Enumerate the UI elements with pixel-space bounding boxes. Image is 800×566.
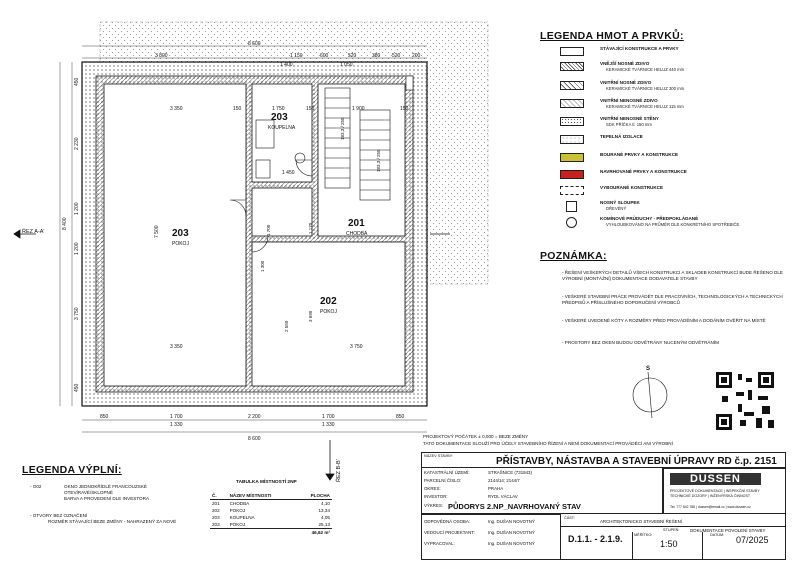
dim-bottom-2: 1 700 [170,414,183,420]
north-arrow-icon [633,372,667,418]
dim-bottom-total: 8 600 [248,436,261,442]
room-202-number: 202 [320,296,337,307]
section-a-label: ŘEZ A-A' [22,229,45,235]
table-row: 202 POKOJ 13,34 [212,508,330,513]
room-203b-name: KOUPELNA [268,125,296,131]
dim-left-2: 2 230 [74,137,80,150]
room-201-number: 201 [348,218,365,229]
dim-inner-5: 1 900 [352,106,365,112]
legend-item: NOSNÝ SLOUPEK DŘEVĚNÝ [560,200,800,214]
swatch-new [560,170,584,179]
firm-logo: DUSSEN PROJEKTOVÉ DOKUMENTACE | INSPEKČNÍ STAVBY TECHNICKÉ DOZORY | INŽENÝRSKÁ ČINNOST Tel: 777 842 788 | dussen@email.cz | www.dussen.cz [663,468,786,514]
swatch-insulation [560,135,584,144]
room-202-name: POKOJ [320,309,337,315]
post-icon [566,201,577,212]
dim-bottom-3: 2 200 [248,414,261,420]
cast: ARCHITEKTONICKO STAVEBNÍ ŘEŠENÍ [600,519,682,524]
legend-item: NAVRHOVANÉ PRVKY A KONSTRUKCE [560,169,800,183]
stavba-label: NÁZEV STAVBY: [424,454,453,458]
parcela: 2144/14; 2144/7 [488,478,520,483]
dim-inner-3: 1 750 [272,106,285,112]
door-dim-3: 1 700 [266,224,271,236]
vyplne-code: - O02 [30,484,42,489]
dim-top-6: 520 [392,53,401,59]
dim-bottom-5: 850 [396,414,405,420]
legend-item: TEPELNÁ IZOLACE [560,134,800,148]
door-dim-9: 3 690 [308,310,313,322]
dim-top-2: 1 150 [290,53,303,59]
dim-top-7: 200 [412,53,421,59]
room-201-name: CHODBA [346,231,368,237]
dim-left-7: 450 [74,383,80,392]
legend-item: BOURANÉ PRVKY A KONSTRUKCE [560,152,800,166]
stair-dim-1: 183,3 / 250 [340,117,345,140]
legend-item: STÁVAJÍCÍ KONSTRUKCE A PRVKY [560,46,800,60]
room-203-name: POKOJ [172,241,189,247]
room-203-koupelna [252,84,315,182]
table-row: 203 POKOJ 25,13 [212,522,330,527]
vedouci-projektant: Ing. DUŠAN NOVOTNÝ [488,530,535,535]
vyplne-line: BARVA A PROVEDENÍ DLE INVESTORA [64,496,150,501]
dim-overall-top: 8 600 [248,41,261,47]
vypracoval: Ing. DUŠAN NOVOTNÝ [488,541,535,546]
dim-inner-1: 3 350 [170,106,183,112]
note-item: - ŘEŠENÍ VEŠKERÝCH DETAILŮ VŠECH KONSTRUKCÍ A SKLADEB KONSTRUKCÍ BUDE ŘEŠENO DLE VÝROBNÍ (MONTÁŽNÍ) DOKUMENTACE DODAVATELE STAVBY [562,270,783,281]
investor: RYDL VÁCLAV [488,494,518,499]
dim-top-row2-1: 1 400 [280,62,293,68]
col-header: Č. [212,493,217,498]
dim-inner-10: 3 750 [350,344,363,350]
door-dim-6: 2 550 [284,320,289,332]
swatch-nonbearing [560,99,584,108]
footnote-datum: PROJEKTOVÝ POČÁTEK ± 0,000 = BEZE ZMĚNY [423,434,529,439]
dim-left-total: 8 400 [62,217,68,230]
door-dim-1: 1 170 [308,222,313,234]
dim-left-1: 450 [74,77,80,86]
note-item: - VEŠKERÉ UVEDENÉ KÓTY A ROZMĚRY PŘED PROVÁDĚNÍM A DODÁNÍM OVĚŘIT NA MÍSTĚ [562,318,766,323]
vyplne-line: OKNO JEDNOKŘÍDLÉ FRANCOUZSKÉ [64,484,147,489]
stavba-name: PŘÍSTAVBY, NÁSTAVBA A STAVEBNÍ ÚPRAVY RD č.p. 2151 [496,456,777,467]
notes-title: POZNÁMKA: [540,250,607,262]
rooms-table [210,492,332,536]
dim-inner-7: 7 500 [154,225,160,238]
katastr: STRAŠNICE (731943) [488,470,532,475]
drawing-number: D.1.1. - 2.1.9. [568,534,623,544]
swatch-existing [560,47,584,56]
legend-item: VNITŘNÍ NENOSNÉ ZDIVO KERAMICKÉ TVÁRNICE HELUZ 115 mm [560,98,800,112]
odpovedna-osoba: Ing. DUŠAN NOVOTNÝ [488,519,535,524]
dim-inner-6: 150 [400,106,409,112]
swatch-inner-wall [560,81,584,90]
qr-code-icon [714,370,776,432]
dim-left-3: 1 200 [74,202,80,215]
room-203b-number: 203 [271,112,288,123]
legend-item: VNĚJŠÍ NOSNÉ ZDIVO KERAMICKÉ TVÁRNICE HELUZ 440 mm [560,61,800,75]
dim-top-5: 380 [372,53,381,59]
table-row: 203 KOUPELNA 4,05 [212,515,330,520]
legend-item: KOMÍNOVÉ PRŮDUCHY - PŘEDPOKLÁDANÉ VYHLOUBKOVÁNO NA PRŮMĚR DLE KONKRÉTNÍHO SPOTŘEBIČE [560,216,800,236]
chimney-flue-icon [566,217,577,228]
note-item: - VEŠKERÉ STAVEBNÍ PRÁCE PROVÁDĚT DLE PRACOVNÍCH, TECHNOLOGICKÝCH A TECHNICKÝCH PŘEDPISŮ A PŘÍSLUŠNÉHO DOPORUČENÍ VÝROBCŮ [562,294,783,305]
vykres: PŮDORYS 2.NP_NAVRHOVANÝ STAV [448,502,581,511]
dim-inner-8: 1 450 [282,170,295,176]
section-b-label: ŘEZ B-B' [336,459,342,482]
table-row: 201 CHODBA 4,10 [212,501,330,506]
stupen: DOKUMENTACE POVOLENÍ STAVBY [690,528,766,533]
room-203-number: 203 [172,228,189,239]
okres: PRAHA [488,486,504,491]
dim-bottom-1: 850 [100,414,109,420]
dim-top-4: 520 [348,53,357,59]
dim-top-row2-2: 1 050 [340,62,353,68]
dim-inner-11: 3 350 [170,344,183,350]
vyplne-code: - OTVORY BEZ OZNAČENÍ [30,513,88,518]
vyplne-title: LEGENDA VÝPLNÍ: [22,464,122,476]
vyplne-line: OTEVÍRAVÉ/SKLOPNÉ [64,490,113,495]
col-header: NÁZEV MÍSTNOSTI [229,493,272,498]
section-cut-b [326,440,334,480]
col-header: PLOCHA [310,493,330,498]
footnote-disclaimer: TATO DOKUMENTACE SLOUŽÍ PRO ÚČELY STAVEBNÍHO ŘÍZENÍ A NENÍ DOKUMENTACÍ PROVÁDĚCÍ ANI VÝROBNÍ [423,441,673,446]
swatch-outer-wall [560,62,584,71]
door-dim-5: 1 300 [260,260,265,272]
vyplne-line: ROZMĚR STÁVAJÍCÍ BEZE ZMĚNY - NAHRAZENÝ ZA NOVÉ [48,519,177,524]
swatch-demolished [560,153,584,162]
north-label: S [646,366,651,372]
date: 07/2025 [736,535,769,545]
legend-title: LEGENDA HMOT A PRVKŮ: [540,30,684,42]
dim-top-3: 600 [320,53,329,59]
rooms-table-title: TABULKA MÍSTNOSTÍ 2NP [236,480,297,485]
dim-left-5: 1 200 [74,242,80,255]
rooms-total: 46,62 m² [311,530,330,535]
dim-bottom-4: 1 700 [322,414,335,420]
stair-dim-2: 183,3 / 250 [376,149,381,172]
note-item: - PROSTORY BEZ OKEN BUDOU ODVĚTRÁNY NUCENÝM ODVĚTRÁNÍM [562,340,719,345]
scale: 1:50 [660,539,678,549]
dim-left-6: 3 750 [74,307,80,320]
dim-bottom-row2-2: 1 330 [322,422,335,428]
dim-bottom-row2-1: 1 330 [170,422,183,428]
legend-item: VNITŘNÍ NENOSNÉ STĚNY SDK PŘÍČKA tl. 150 mm [560,116,800,130]
chimney-icon [406,76,413,90]
dim-top-1: 3 800 [155,53,168,59]
dim-inner-4: 150 [306,106,315,112]
dim-inner-2: 150 [233,106,242,112]
legend-item: VYBOURANÉ KONSTRUKCE [560,185,800,199]
swatch-removed [560,186,584,195]
legend-item: VNITŘNÍ NOSNÉ ZDIVO KERAMICKÉ TVÁRNICE HELUZ 300 mm [560,80,800,94]
swatch-sdk [560,117,584,126]
